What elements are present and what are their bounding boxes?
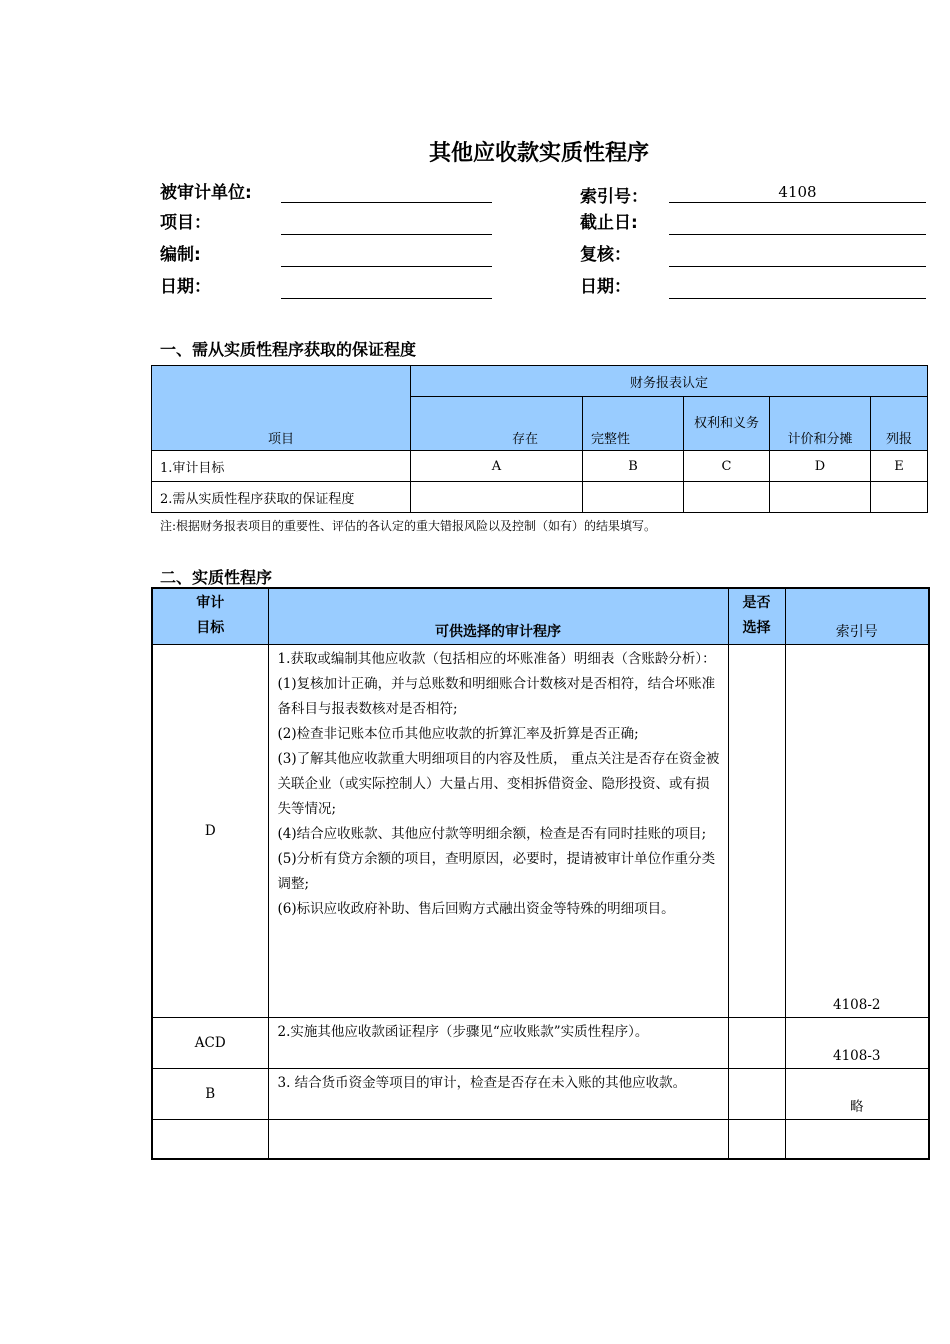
index-field[interactable] — [669, 202, 926, 203]
table-cell: D — [770, 451, 871, 482]
row-label: 1.审计目标 — [152, 451, 411, 482]
input-cell[interactable] — [583, 482, 684, 513]
select-cell[interactable] — [728, 645, 785, 1018]
prepared-label: 编制: — [160, 245, 201, 265]
select-cell[interactable] — [728, 1018, 785, 1069]
input-cell[interactable] — [411, 482, 583, 513]
index-cell: 略 — [785, 1069, 929, 1120]
procedure-cell[interactable] — [268, 1120, 728, 1160]
review-label: 复核： — [580, 245, 631, 265]
table-row — [152, 1069, 929, 1120]
date-label-left: 日期： — [160, 277, 211, 297]
input-cell[interactable] — [871, 482, 928, 513]
procedure-cell — [268, 1069, 728, 1120]
index-label: 索引号： — [580, 187, 648, 207]
table-cell: C — [684, 451, 770, 482]
procedure-line: (4)结合应收账款、其他应付款等明细余额，检查是否有同时挂账的项目; — [277, 826, 707, 842]
table-row — [152, 482, 928, 513]
index-value: 4108 — [778, 183, 817, 201]
table-row — [152, 1018, 929, 1069]
col-header-rights: 权利和义务 — [684, 397, 770, 451]
assurance-table — [151, 365, 928, 513]
date-label-right: 日期： — [580, 277, 631, 297]
audited-unit-label: 被审计单位: — [160, 183, 252, 203]
select-cell[interactable] — [728, 1120, 785, 1160]
review-field[interactable] — [669, 266, 926, 267]
col-header-completeness: 完整性 — [583, 397, 684, 451]
procedure-line: (5)分析有贷方余额的项目，查明原因，必要时，提请被审计单位作重分类调整; — [277, 851, 716, 892]
input-cell[interactable] — [684, 482, 770, 513]
col-header-select-line2: 选择 — [742, 620, 771, 636]
col-header-objective-line2: 目标 — [196, 620, 225, 636]
cutoff-field[interactable] — [669, 234, 926, 235]
col-header-index: 索引号 — [785, 588, 929, 645]
item-label: 项目： — [160, 213, 211, 233]
row-label: 2.需从实质性程序获取的保证程度 — [152, 482, 411, 513]
date-field-right[interactable] — [669, 298, 926, 299]
procedure-line: (3)了解其他应收款重大明细项目的内容及性质， 重点关注是否存在资金被关联企业（或实际控制人）大量占用、变相拆借资金、隐形投资、或有损失等情况; — [277, 751, 720, 817]
table-row — [152, 451, 928, 482]
date-field-left[interactable] — [281, 298, 492, 299]
col-header-select-line1: 是否 — [742, 595, 771, 611]
page-title: 其他应收款实质性程序 — [428, 141, 649, 166]
objective-cell: B — [152, 1069, 268, 1120]
audited-unit-field[interactable] — [281, 202, 492, 203]
prepared-field[interactable] — [281, 266, 492, 267]
procedure-line: (2)检查非记账本位币其他应收款的折算汇率及折算是否正确; — [277, 726, 639, 742]
select-cell[interactable] — [728, 1069, 785, 1120]
col-header-existence: 存在 — [411, 397, 583, 451]
input-cell[interactable] — [770, 482, 871, 513]
procedure-line: 2.实施其他应收款函证程序（步骤见“应收账款”实质性程序）。 — [277, 1024, 649, 1040]
section1-heading: 一、需从实质性程序获取的保证程度 — [160, 340, 417, 359]
procedure-line: 3. 结合货币资金等项目的审计，检查是否存在未入账的其他应收款。 — [277, 1075, 687, 1091]
table-note: 注:根据财务报表项目的重要性、评估的各认定的重大错报风险以及控制（如有）的结果填写。 — [160, 519, 657, 533]
procedure-line: (1)复核加计正确，并与总账数和明细账合计数核对是否相符，结合坏账准备科目与报表数核对是否相符; — [277, 676, 716, 717]
table-row — [152, 1120, 929, 1160]
col-header-valuation: 计价和分摊 — [770, 397, 871, 451]
procedure-line: (6)标识应收政府补助、售后回购方式融出资金等特殊的明细项目。 — [277, 901, 675, 917]
col-header-objective-line1: 审计 — [196, 595, 225, 611]
col-header-presentation: 列报 — [871, 397, 928, 451]
index-cell: 4108-2 — [785, 645, 929, 1018]
procedure-cell — [268, 1018, 728, 1069]
objective-cell[interactable] — [152, 1120, 268, 1160]
cutoff-label: 截止日: — [580, 213, 638, 233]
item-field[interactable] — [281, 234, 492, 235]
objective-cell: ACD — [152, 1018, 268, 1069]
table-cell: E — [871, 451, 928, 482]
group-header: 财务报表认定 — [411, 366, 928, 397]
section2-heading: 二、实质性程序 — [160, 568, 273, 587]
table-row — [152, 645, 929, 1018]
table-cell: A — [411, 451, 583, 482]
col-header-procedure: 可供选择的审计程序 — [268, 588, 728, 645]
objective-cell: D — [152, 645, 268, 1018]
col-header-objective — [152, 588, 268, 645]
col-header-select — [728, 588, 785, 645]
procedure-line: 1.获取或编制其他应收款（包括相应的坏账准备）明细表（含账龄分析）： — [277, 651, 716, 667]
table-cell: B — [583, 451, 684, 482]
index-cell: 4108-3 — [785, 1018, 929, 1069]
col-header-item: 项目 — [152, 366, 411, 451]
procedure-cell — [268, 645, 728, 1018]
procedure-table — [151, 587, 930, 1160]
index-cell[interactable] — [785, 1120, 929, 1160]
